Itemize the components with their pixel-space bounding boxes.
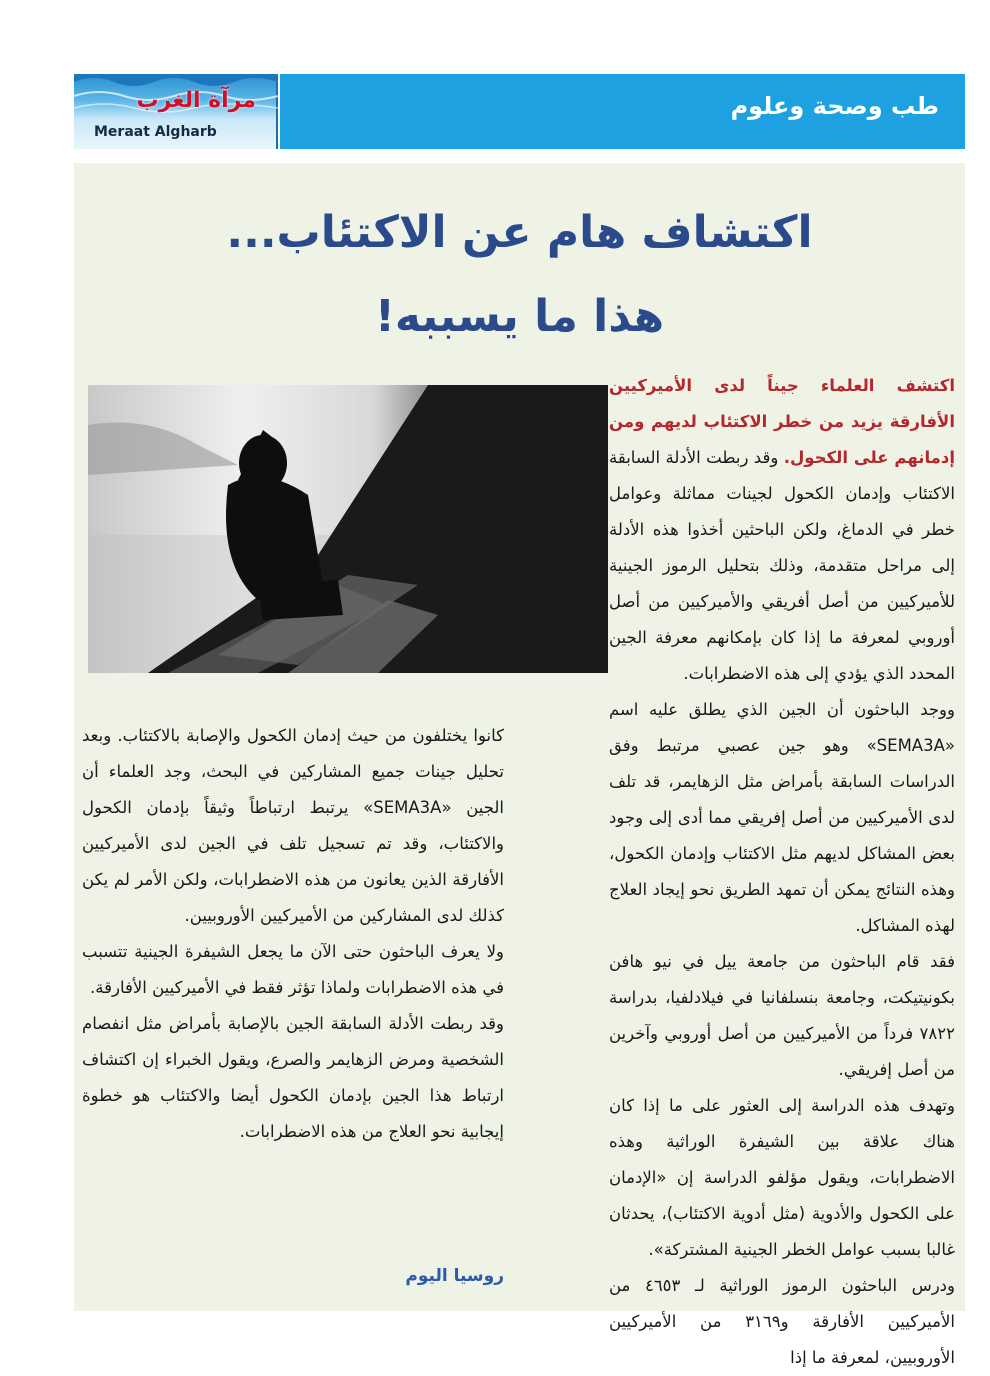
article-column-left [82,718,504,1150]
article-paragraph [609,368,955,692]
section-bar [280,74,965,149]
article-paragraph: وتهدف هذه الدراسة إلى العثور على ما إذا كان هناك علاقة بين الشيفرة الوراثية وهذه الاضطرابات، ويقول مؤلفو الدراسة إن «الإدمان على الكحول والأدوية (مثل أدوية الاكتئاب)، يحدثان غالبا بسبب عوامل الخطر الجينية المشتركة». [609,1096,955,1259]
article-paragraph: كانوا يختلفون من حيث إدمان الكحول والإصابة بالاكتئاب. وبعد تحليل جينات جميع المشاركين في البحث، وجد العلماء أن الجين «SEMA3A» يرتبط ارتباطاً وثيقاً بإدمان الكحول والاكتئاب، وقد تم تسجيل تلف في الجين لدى الأميركيين الأفارقة الذين يعانون من هذه الاضطرابات، ولكن الأمر لم يكن كذلك لدى المشاركين من الأميركيين الأوروبيين. [82,726,504,925]
headline-line-2: هذا ما يسببه! [374,291,665,342]
article-paragraph: ووجد الباحثون أن الجين الذي يطلق عليه اسم «SEMA3A» وهو جين عصبي مرتبط وفق الدراسات السابقة بأمراض مثل الزهايمر، قد تلف لدى الأميركيين من أصل إفريقي مما أدى إلى وجود بعض المشاكل لديهم مثل الاكتئاب وإدمان الكحول، وهذه النتائج يمكن أن تمهد الطريق نحو إيجاد العلاج لهذه المشاكل. [609,700,955,935]
article-paragraph: ودرس الباحثون الرموز الوراثية لـ ٤٦٥٣ من الأميركيين الأفارقة و٣١٦٩ من الأميركيين الأوروبيين، لمعرفة ما إذا [609,1276,955,1367]
article-paragraph: فقد قام الباحثون من جامعة ييل في نيو هافن بكونيتيكت، وجامعة بنسلفانيا في فيلادلفيا، بدراسة ٧٨٢٢ فرداً من الأميركيين من أصل أوروبي وآخرين من أصل إفريقي. [609,952,955,1079]
publication-logo [74,74,278,149]
photo-illustration [88,385,608,673]
article-panel [74,163,965,1367]
logo-arabic-text: مرآة الغرب [136,88,256,113]
headline-line-1: اكتشاف هام عن الاكتئاب... [226,207,813,258]
article-paragraph: وقد ربطت الأدلة السابقة الجين بالإصابة بأمراض مثل انفصام الشخصية ومرض الزهايمر والصرع، ويقول الخبراء إن اكتشاف ارتباط هذا الجين بإدمان الكحول أيضا والاكتئاب هو خطوة إيجابية نحو العلاج من هذه الاضطرابات. [82,1014,504,1141]
article-source: روسيا اليوم [405,1266,504,1286]
logo-latin-text: Meraat Algharb [94,124,217,140]
article-paragraph: ولا يعرف الباحثون حتى الآن ما يجعل الشيفرة الجينية تتسبب في هذه الاضطرابات ولماذا تؤثر فقط في الأميركيين الأفارقة. [82,942,504,997]
article-column-right [609,368,955,1376]
sad-man-on-bench-photo [88,385,608,673]
paragraph-text: وقد ربطت الأدلة السابقة الاكتئاب وإدمان الكحول لجينات مماثلة وعوامل خطر في الدماغ، ولكن الباحثين أخذوا هذه الأدلة إلى مراحل متقدمة، وذلك بتحليل الرموز الجينية للأميركيين من أصل أفريقي والأميركيين من أصل أوروبي لمعرفة ما إذا كان بإمكانهم معرفة الجين المحدد الذي يؤدي إلى هذه الاضطرابات. [609,448,955,683]
page-header [74,74,965,149]
article-headline [74,191,965,359]
lead-text: اكتشف العلماء جيناً لدى الأميركيين الأفارقة يزيد من خطر الاكتئاب لديهم ومن إدمانهم على الكحول. [609,376,955,467]
section-title: طب وصحة وعلوم [730,92,939,120]
